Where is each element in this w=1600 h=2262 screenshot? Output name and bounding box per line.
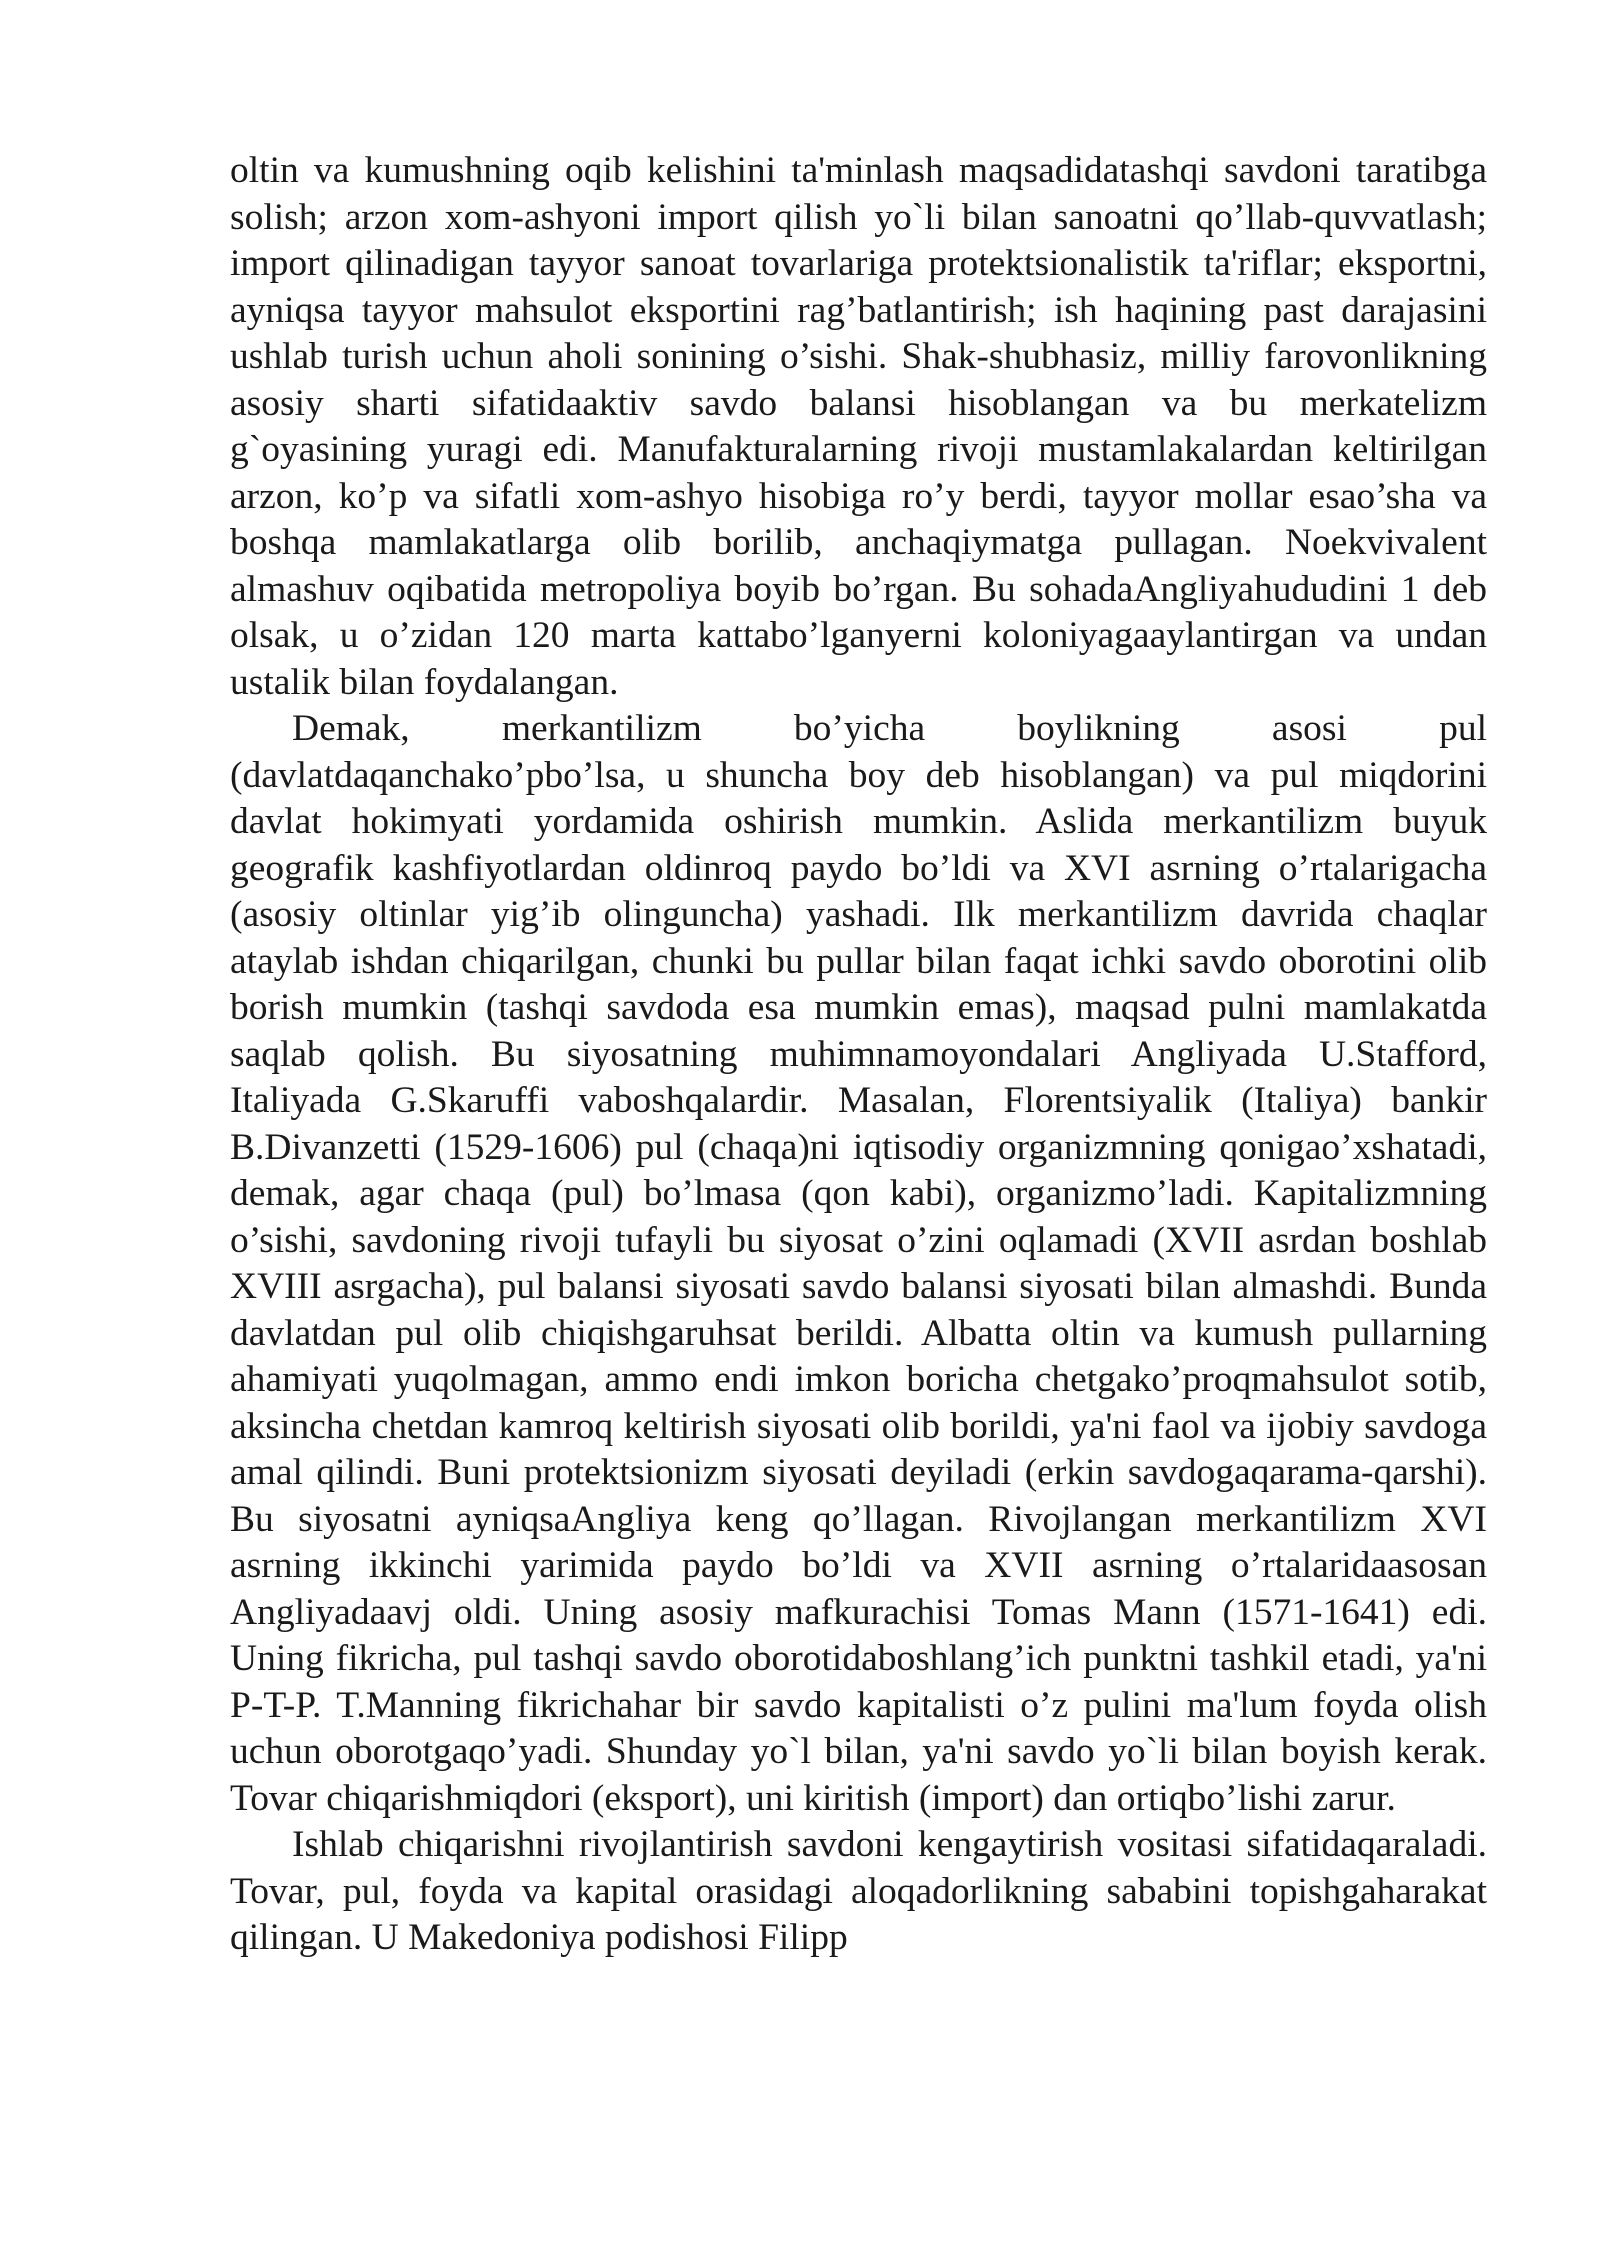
paragraph-1: oltin va kumushning oqib kelishini ta'minlash maqsadidatashqi savdoni taratibga solish; arzon xom-ashyoni import qilish yo`li bilan sanoatni qo’llab-quvvatlash; import qilinadigan tayyor sanoat tovarlariga protektsionalistik ta'riflar; eksportni, ayniqsa tayyor mahsulot eksportini rag’batlantirish; ish haqining past darajasini ushlab turish uchun aholi sonining o’sishi. Shak-shubhasiz, milliy farovonlikning asosiy sharti sifatidaaktiv savdo balansi hisoblangan va bu merkatelizm g`oyasining yuragi edi. Manufakturalarning rivoji mustamlakalardan keltirilgan arzon, ko’p va sifatli xom-ashyo hisobiga ro’y berdi, tayyor mollar esao’sha va boshqa mamlakatlarga olib borilib, anchaqiymatga pullagan. Noekvivalent almashuv oqibatida metropoliya boyib bo’rgan. Bu sohadaAngliyahududini 1 deb olsak, u o’zidan 120 marta kattabo’lganyerni koloniyagaaylantirgan va undan ustalik bilan foydalangan. xyxy=(230,150,1487,703)
paragraph-3: Ishlab chiqarishni rivojlantirish savdoni kengaytirish vositasi sifatidaqaraladi. Tovar, pul, foyda va kapital orasidagi aloqadorlikning sababini topishgaharakat qilingan. U Makedoniya podishosi Filipp xyxy=(230,1824,1487,1958)
paragraph-2: Demak, merkantilizm bo’yicha boylikning asosi pul (davlatdaqanchako’pbo’lsa, u shuncha boy deb hisoblangan) va pul miqdorini davlat hokimyati yordamida oshirish mumkin. Aslida merkantilizm buyuk geografik kashfiyotlardan oldinroq paydo bo’ldi va XVI asrning o’rtalarigacha (asosiy oltinlar yig’ib olinguncha) yashadi. Ilk merkantilizm davrida chaqlar ataylab ishdan chiqarilgan, chunki bu pullar bilan faqat ichki savdo oborotini olib borish mumkin (tashqi savdoda esa mumkin emas), maqsad pulni mamlakatda saqlab qolish. Bu siyosatning muhimnamoyondalari Angliyada U.Stafford, Italiyada G.Skaruffi vaboshqalardir. Masalan, Florentsiyalik (Italiya) bankir B.Divanzetti (1529-1606) pul (chaqa)ni iqtisodiy organizmning qonigao’xshatadi, demak, agar chaqa (pul) bo’lmasa (qon kabi), organizmo’ladi. Kapitalizmning o’sishi, savdoning rivoji tufayli bu siyosat o’zini oqlamadi (XVII asrdan boshlab XVIII asrgacha), pul balansi siyosati savdo balansi siyosati bilan almashdi. Bunda davlatdan pul olib chiqishgaruhsat berildi. Albatta oltin va kumush pullarning ahamiyati yuqolmagan, ammo endi imkon boricha chetgako’proqmahsulot sotib, aksincha chetdan kamroq keltirish siyosati olib borildi, ya'ni faol va ijobiy savdoga amal qilindi. Buni protektsionizm siyosati deyiladi (erkin savdogaqarama-qarshi). Bu siyosatni ayniqsaAngliya keng qo’llagan. Rivojlangan merkantilizm XVI asrning ikkinchi yarimida paydo bo’ldi va XVII asrning o’rtalaridaasosan Angliyadaavj oldi. Uning asosiy mafkurachisi Tomas Mann (1571-1641) edi. Uning fikricha, pul tashqi savdo oborotidaboshlang’ich punktni tashkil etadi, ya'ni P-T-P. T.Manning fikrichahar bir savdo kapitalisti o’z pulini ma'lum foyda olish uchun oborotgaqo’yadi. Shunday yo`l bilan, ya'ni savdo yo`li bilan boyish kerak. Tovar chiqarishmiqdori (eksport), uni kiritish (import) dan ortiqbo’lishi zarur. xyxy=(230,708,1487,1819)
document-page xyxy=(230,148,1487,1962)
